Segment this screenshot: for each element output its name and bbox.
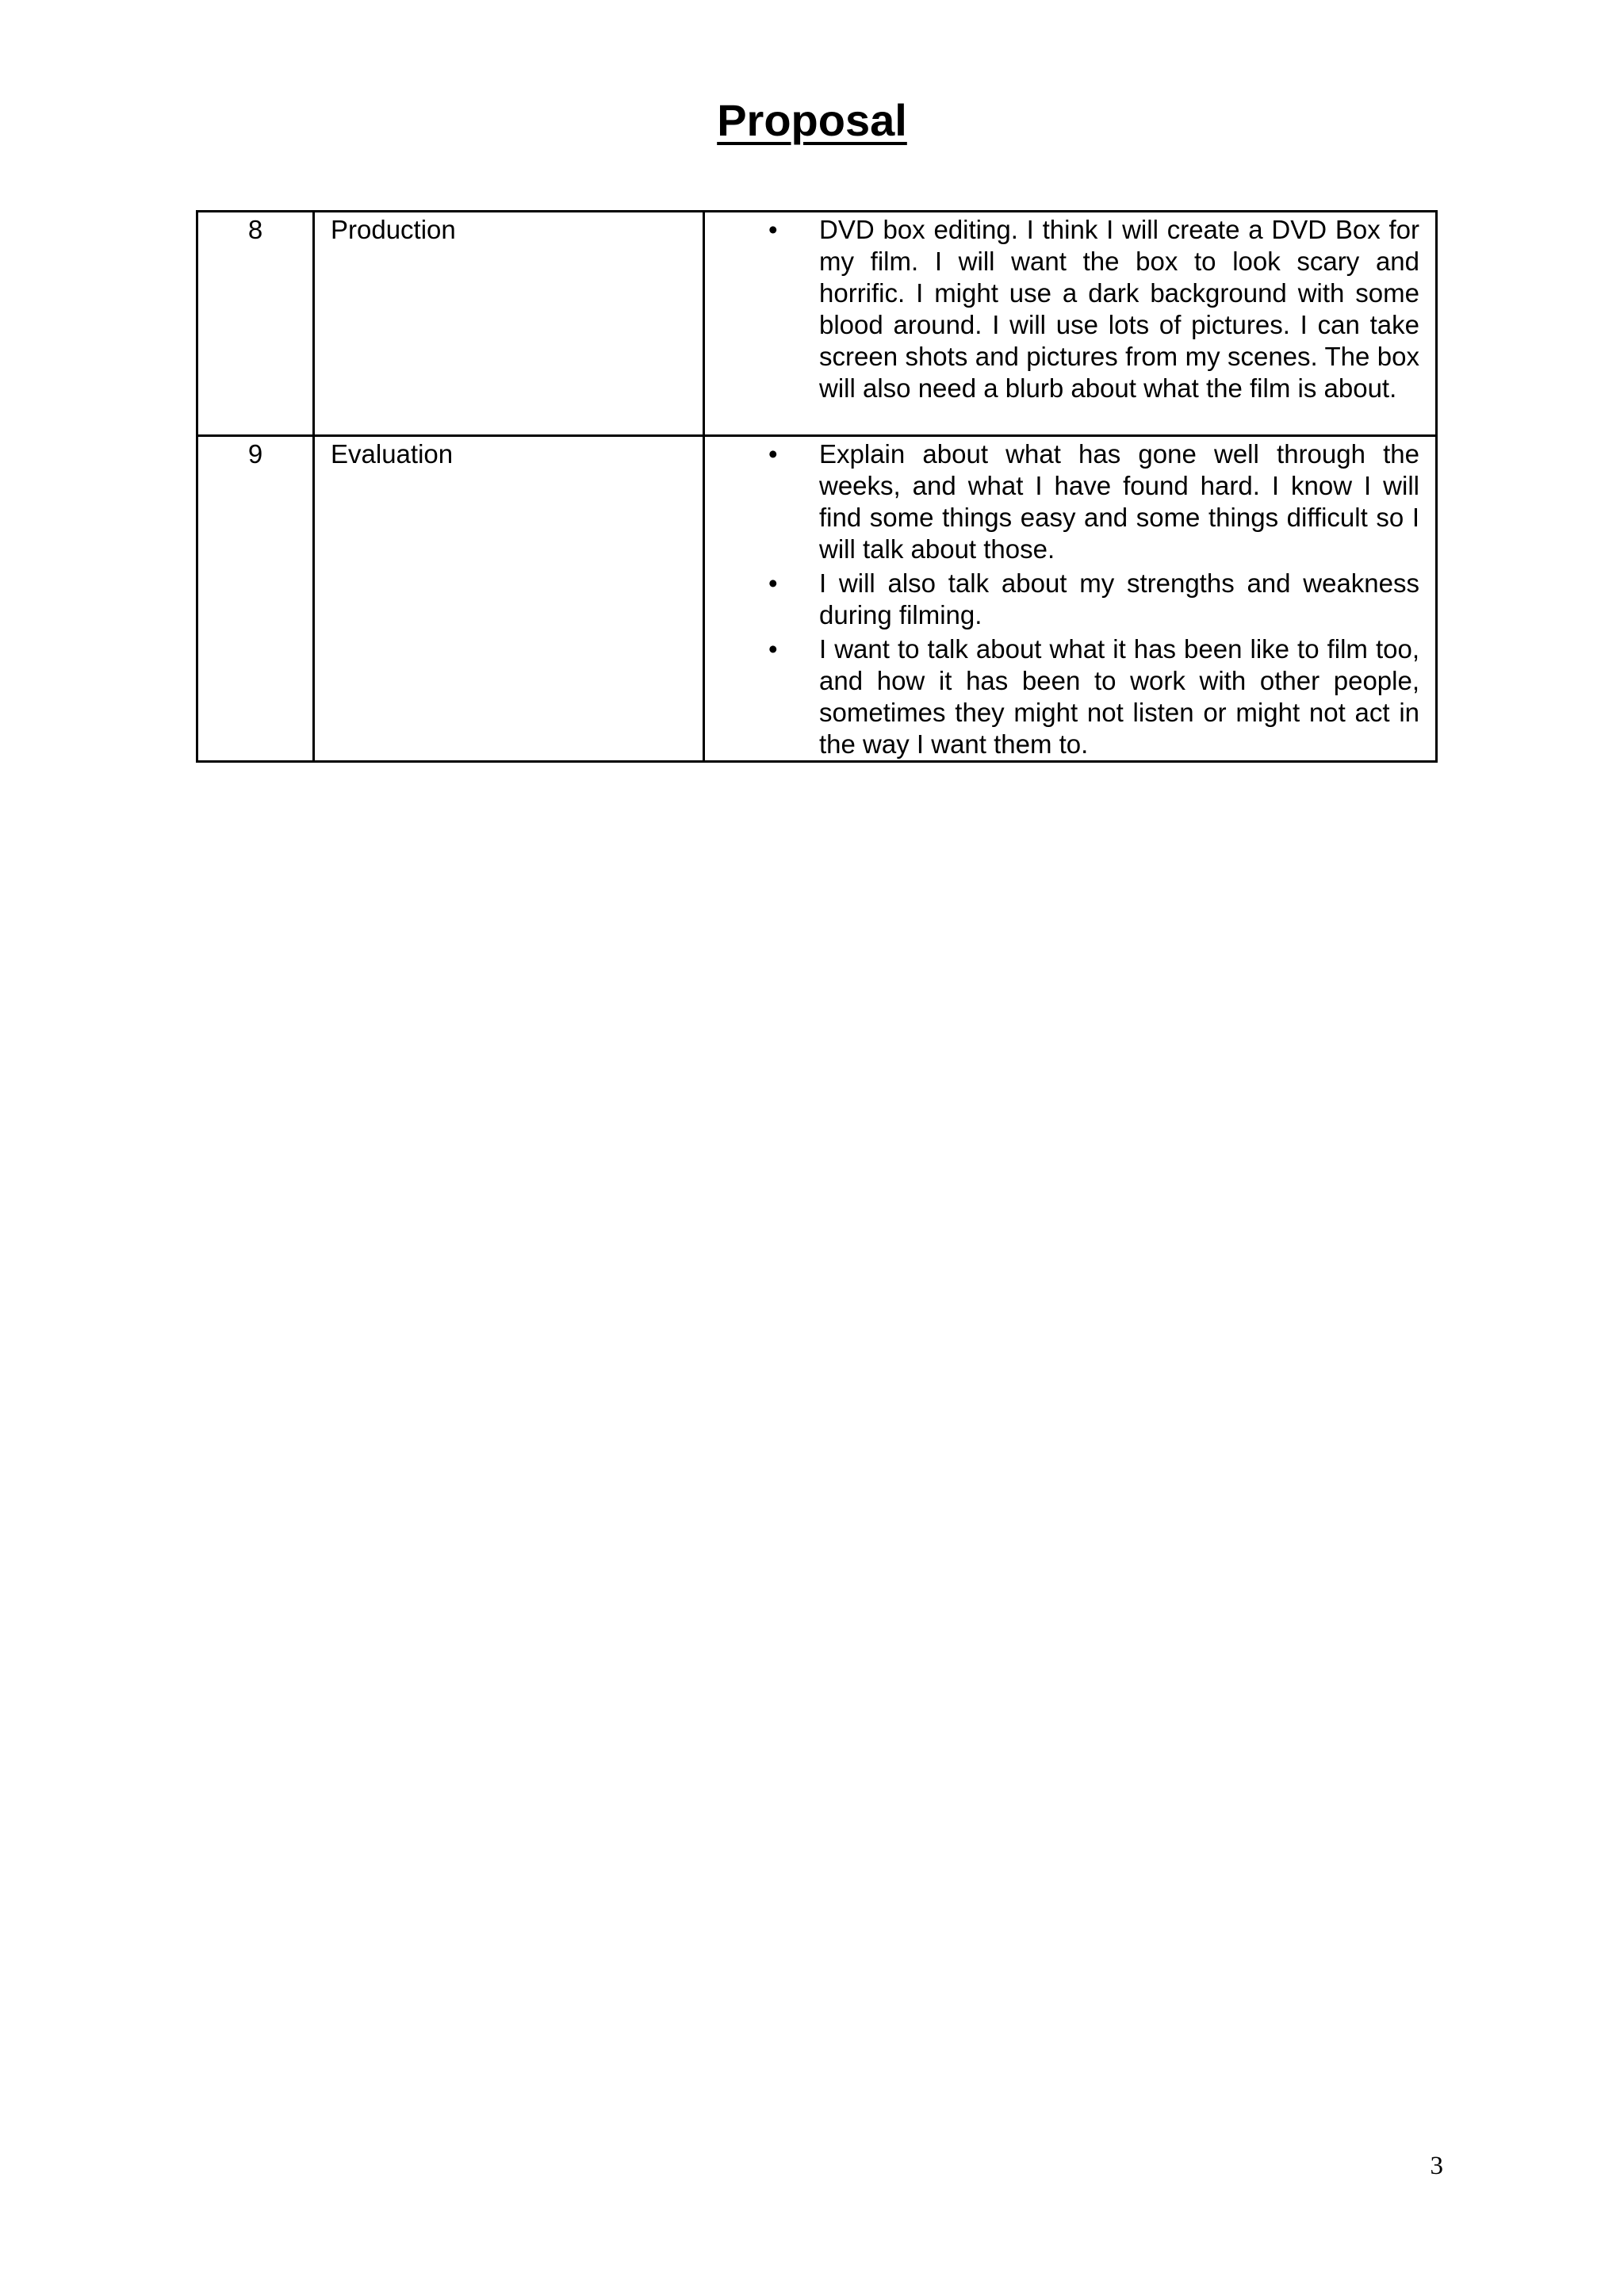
list-item [705, 633, 1419, 760]
bullet-icon: • [768, 568, 778, 598]
bullet-list [705, 214, 1419, 404]
row-stage: Production [314, 212, 704, 436]
bullet-icon: • [768, 215, 778, 244]
bullet-list [705, 438, 1419, 760]
table-row [197, 436, 1437, 762]
bullet-text: Explain about what has gone well through the weeks, and what I have found hard. I know I will find some things easy and some things difficult so I will talk about those. [819, 439, 1419, 564]
bullet-icon: • [768, 439, 778, 469]
proposal-table [196, 210, 1438, 763]
list-item [705, 214, 1419, 404]
list-item [705, 438, 1419, 565]
row-notes [704, 212, 1437, 436]
list-item [705, 568, 1419, 631]
bullet-icon: • [768, 634, 778, 664]
bullet-text: I will also talk about my strengths and weakness during filming. [819, 568, 1419, 629]
row-notes [704, 436, 1437, 762]
row-stage: Evaluation [314, 436, 704, 762]
page-number: 3 [1430, 2152, 1443, 2180]
bullet-text: DVD box editing. I think I will create a DVD Box for my film. I will want the box to look scary and horrific. I might use a dark background with some blood around. I will use lots of pictures. I can take screen shots and pictures from my scenes. The box will also need a blurb about what the film is about. [819, 215, 1419, 403]
table-row [197, 212, 1437, 436]
row-number: 8 [197, 212, 314, 436]
page-title: Proposal [717, 95, 907, 145]
bullet-text: I want to talk about what it has been like to film too, and how it has been to work with other people, sometimes they might not listen or might not act in the way I want them to. [819, 634, 1419, 759]
row-number: 9 [197, 436, 314, 762]
